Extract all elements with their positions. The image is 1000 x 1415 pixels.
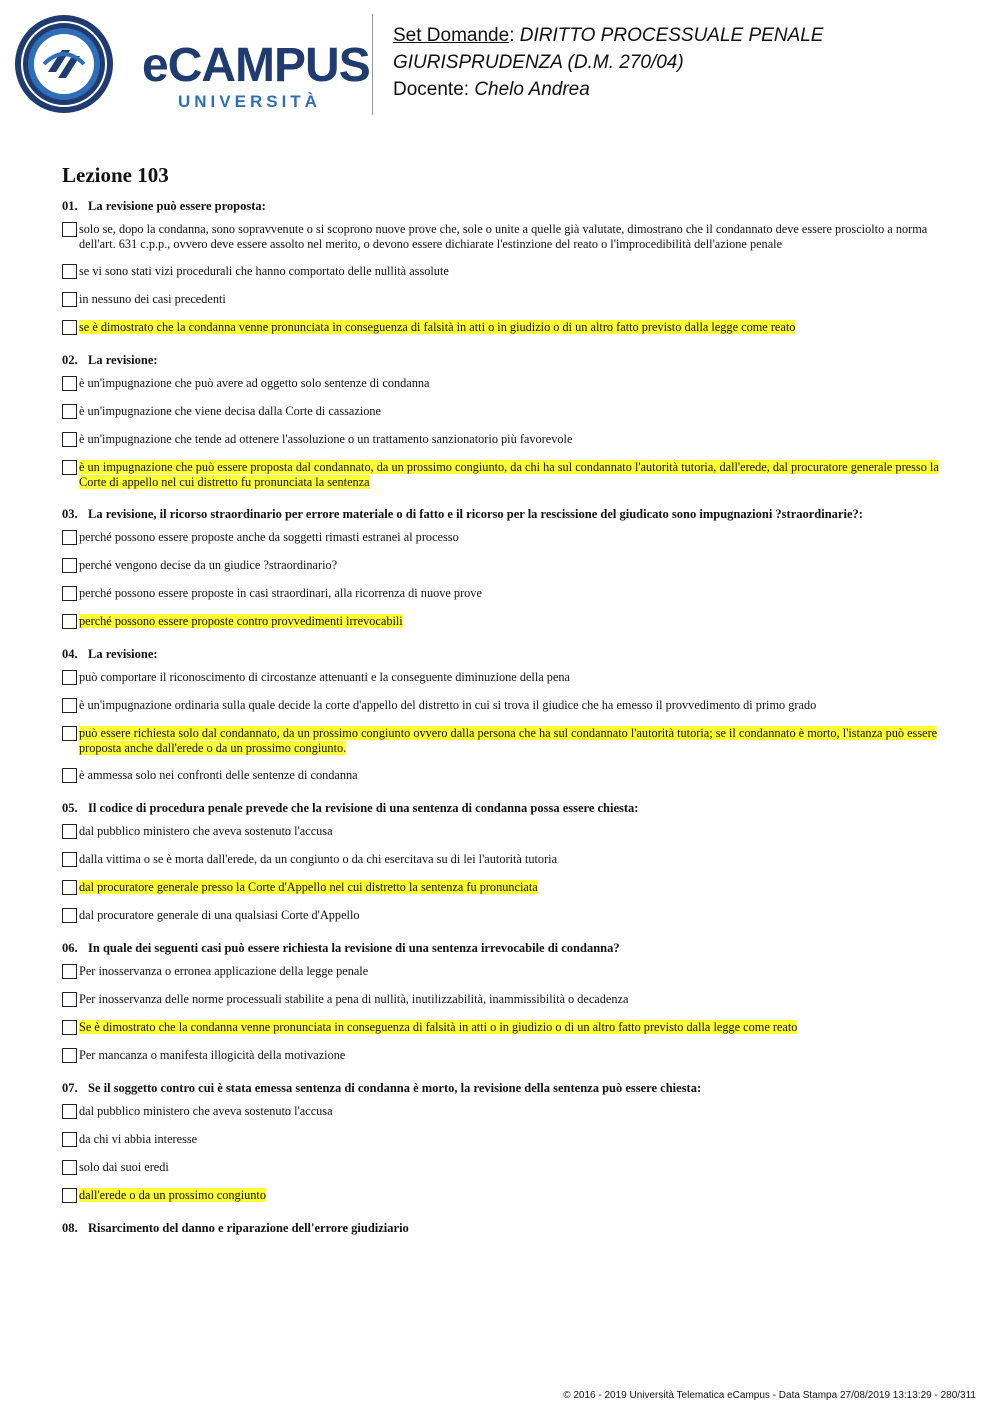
answer-checkbox[interactable] <box>62 880 77 895</box>
answer-option <box>62 824 942 840</box>
answer-text: è un'impugnazione che viene decisa dalla Corte di cassazione <box>79 404 382 418</box>
question-number: 03. <box>62 507 78 521</box>
question-title <box>62 940 942 956</box>
correct-answer-text: se è dimostrato che la condanna venne pronunciata in conseguenza di falsità in atti o in giudizio o di un altro fatto previsto dalla legge come reato <box>79 320 796 334</box>
ecampus-seal-icon <box>14 14 114 114</box>
answer-option <box>62 726 942 756</box>
answer-option <box>62 376 942 392</box>
lesson-title: Lezione 103 <box>62 163 169 187</box>
answer-checkbox[interactable] <box>62 432 77 447</box>
teacher-line <box>393 76 823 103</box>
answer-text: è ammessa solo nei confronti delle sentenze di condanna <box>79 768 358 782</box>
answer-option <box>62 404 942 420</box>
question-number: 05. <box>62 801 78 815</box>
answer-option <box>62 1132 942 1148</box>
answer-checkbox[interactable] <box>62 992 77 1007</box>
answer-checkbox[interactable] <box>62 320 77 335</box>
answer-checkbox[interactable] <box>62 614 77 629</box>
answer-text: dal pubblico ministero che aveva sostenuto l'accusa <box>79 824 333 838</box>
answer-option <box>62 558 942 574</box>
answer-checkbox[interactable] <box>62 908 77 923</box>
set-label: Set Domande <box>393 25 510 46</box>
answer-text: da chi vi abbia interesse <box>79 1132 198 1146</box>
question-4 <box>62 646 942 784</box>
answer-text: può comportare il riconoscimento di circostanze attenuanti e la conseguente diminuzione della pena <box>79 670 571 684</box>
answer-option <box>62 1160 942 1176</box>
answer-checkbox[interactable] <box>62 1132 77 1147</box>
answer-text: dal pubblico ministero che aveva sostenuto l'accusa <box>79 1104 333 1118</box>
question-number: 02. <box>62 353 78 367</box>
logo-wordmark: eCAMPUS <box>142 39 370 92</box>
correct-answer-text: dall'erede o da un prossimo congiunto <box>79 1188 266 1202</box>
question-number: 01. <box>62 199 78 213</box>
answer-checkbox[interactable] <box>62 292 77 307</box>
question-number: 04. <box>62 647 78 661</box>
answer-checkbox[interactable] <box>62 726 77 741</box>
course-line-2 <box>393 49 823 76</box>
answer-checkbox[interactable] <box>62 768 77 783</box>
answer-option <box>62 320 942 336</box>
answer-option <box>62 992 942 1008</box>
answer-checkbox[interactable] <box>62 670 77 685</box>
page-footer: © 2016 - 2019 Università Telematica eCampus - Data Stampa 27/08/2019 13:13:29 - 280/311 <box>563 1390 976 1401</box>
answer-checkbox[interactable] <box>62 376 77 391</box>
answer-checkbox[interactable] <box>62 1160 77 1175</box>
answer-checkbox[interactable] <box>62 698 77 713</box>
answer-option <box>62 964 942 980</box>
question-set <box>62 160 942 1252</box>
answer-option <box>62 460 942 490</box>
answer-option <box>62 432 942 448</box>
answer-text: è un'impugnazione ordinaria sulla quale decide la corte d'appello del distretto in cui si trova il giudice che ha emesso il provvedimento di primo grado <box>79 698 817 712</box>
question-title <box>62 352 942 368</box>
question-number: 07. <box>62 1081 78 1095</box>
course-degree: GIURISPRUDENZA (D.M. 270/04) <box>393 52 684 73</box>
logo-subtitle: UNIVERSITÀ <box>178 92 321 111</box>
answer-option <box>62 530 942 546</box>
answer-checkbox[interactable] <box>62 460 77 475</box>
question-text: La revisione: <box>88 353 158 367</box>
correct-answer-text: Se è dimostrato che la condanna venne pronunciata in conseguenza di falsità in atti o in giudizio o di un altro fatto previsto dalla legge come reato <box>79 1020 798 1034</box>
teacher-name: Chelo Andrea <box>474 79 590 100</box>
question-text: La revisione: <box>88 647 158 661</box>
header-divider <box>372 14 373 115</box>
answer-option <box>62 698 942 714</box>
question-number: 08. <box>62 1221 78 1235</box>
answer-text: Per inosservanza o erronea applicazione della legge penale <box>79 964 369 978</box>
question-text: La revisione, il ricorso straordinario per errore materiale o di fatto e il ricorso per la rescissione del giudicato sono impugnazioni ?straordinarie?: <box>88 507 863 521</box>
answer-checkbox[interactable] <box>62 824 77 839</box>
question-title <box>62 198 942 214</box>
question-title <box>62 1080 942 1096</box>
answer-text: è un'impugnazione che può avere ad oggetto solo sentenze di condanna <box>79 376 430 390</box>
question-1 <box>62 198 942 336</box>
question-text: La revisione può essere proposta: <box>88 199 266 213</box>
correct-answer-text: è un impugnazione che può essere proposta dal condannato, da un prossimo congiunto, da chi ha sul condannato l'autorità tutoria, dall'erede, dal procuratore generale presso la Corte di appello nel cui distretto fu pronunciata la sentenza <box>79 460 939 489</box>
answer-option <box>62 880 942 896</box>
header-info <box>393 22 823 103</box>
answer-checkbox[interactable] <box>62 1104 77 1119</box>
answer-checkbox[interactable] <box>62 264 77 279</box>
answer-checkbox[interactable] <box>62 530 77 545</box>
answer-text: perché possono essere proposte anche da soggetti rimasti estranei al processo <box>79 530 459 544</box>
correct-answer-text: può essere richiesta solo dal condannato, da un prossimo congiunto ovvero dalla persona che ha sul condannato l'autorità tutoria; se il condannato è morto, l'istanza può essere proposta anche dall'erede o da un prossimo congiunto. <box>79 726 938 755</box>
course-line-1 <box>393 22 823 49</box>
answer-checkbox[interactable] <box>62 586 77 601</box>
question-title <box>62 1220 942 1236</box>
answer-checkbox[interactable] <box>62 852 77 867</box>
question-8 <box>62 1220 942 1236</box>
question-5 <box>62 800 942 924</box>
correct-answer-text: perché possono essere proposte contro provvedimenti irrevocabili <box>79 614 403 628</box>
answer-option <box>62 614 942 630</box>
answer-option <box>62 264 942 280</box>
correct-answer-text: dal procuratore generale presso la Corte d'Appello nel cui distretto la sentenza fu pronunciata <box>79 880 538 894</box>
answer-text: se vi sono stati vizi procedurali che hanno comportato delle nullità assolute <box>79 264 449 278</box>
answer-text: in nessuno dei casi precedenti <box>79 292 226 306</box>
teacher-label: Docente: <box>393 79 475 100</box>
answer-option <box>62 1188 942 1204</box>
answer-checkbox[interactable] <box>62 1048 77 1063</box>
answer-text: Per mancanza o manifesta illogicità della motivazione <box>79 1048 346 1062</box>
question-text: In quale dei seguenti casi può essere richiesta la revisione di una sentenza irrevocabile di condanna? <box>88 941 620 955</box>
answer-checkbox[interactable] <box>62 1188 77 1203</box>
answer-text: solo se, dopo la condanna, sono sopravvenute o si scoprono nuove prove che, sole o unite a quelle già valutate, dimostrano che il condannato deve essere prosciolto a norma dell'art. 631 c.p.p., ovvero deve essere assolto nel merito, o devono essere dichiarate l'estinzione del reato o l'improcedibilità dell'azione penale <box>79 222 928 251</box>
question-text: Se il soggetto contro cui è stata emessa sentenza di condanna è morto, la revisione della sentenza può essere chiesta: <box>88 1081 702 1095</box>
answer-text: perché vengono decise da un giudice ?straordinario? <box>79 558 338 572</box>
question-number: 06. <box>62 941 78 955</box>
answer-checkbox[interactable] <box>62 964 77 979</box>
answer-option <box>62 586 942 602</box>
answer-checkbox[interactable] <box>62 558 77 573</box>
answer-option <box>62 670 942 686</box>
answer-text: dal procuratore generale di una qualsiasi Corte d'Appello <box>79 908 360 922</box>
answer-option <box>62 1020 942 1036</box>
answer-option <box>62 908 942 924</box>
question-text: Risarcimento del danno e riparazione dell'errore giudiziario <box>88 1221 409 1235</box>
answer-text: Per inosservanza delle norme processuali stabilite a pena di nullità, inutilizzabilità, inammissibilità o decadenza <box>79 992 629 1006</box>
ecampus-logo <box>14 14 370 119</box>
answer-option <box>62 292 942 308</box>
question-title <box>62 506 942 522</box>
answer-option <box>62 852 942 868</box>
page-header <box>0 0 1000 130</box>
questions-list <box>62 198 942 1236</box>
question-text: Il codice di procedura penale prevede che la revisione di una sentenza di condanna possa essere chiesta: <box>88 801 639 815</box>
question-3 <box>62 506 942 630</box>
answer-option <box>62 768 942 784</box>
question-7 <box>62 1080 942 1204</box>
question-6 <box>62 940 942 1064</box>
answer-checkbox[interactable] <box>62 404 77 419</box>
question-title <box>62 646 942 662</box>
answer-checkbox[interactable] <box>62 222 77 237</box>
answer-text: solo dai suoi eredi <box>79 1160 169 1174</box>
question-2 <box>62 352 942 490</box>
answer-text: è un'impugnazione che tende ad ottenere l'assoluzione o un trattamento sanzionatorio più favorevole <box>79 432 573 446</box>
course-name: DIRITTO PROCESSUALE PENALE <box>519 25 824 46</box>
answer-checkbox[interactable] <box>62 1020 77 1035</box>
answer-option <box>62 1048 942 1064</box>
answer-text: perché possono essere proposte in casi straordinari, alla ricorrenza di nuove prove <box>79 586 482 600</box>
answer-option <box>62 222 942 252</box>
answer-option <box>62 1104 942 1120</box>
question-title <box>62 800 942 816</box>
set-separator: : <box>509 25 520 46</box>
answer-text: dalla vittima o se è morta dall'erede, da un congiunto o da chi esercitava su di lei l'autorità tutoria <box>79 852 558 866</box>
